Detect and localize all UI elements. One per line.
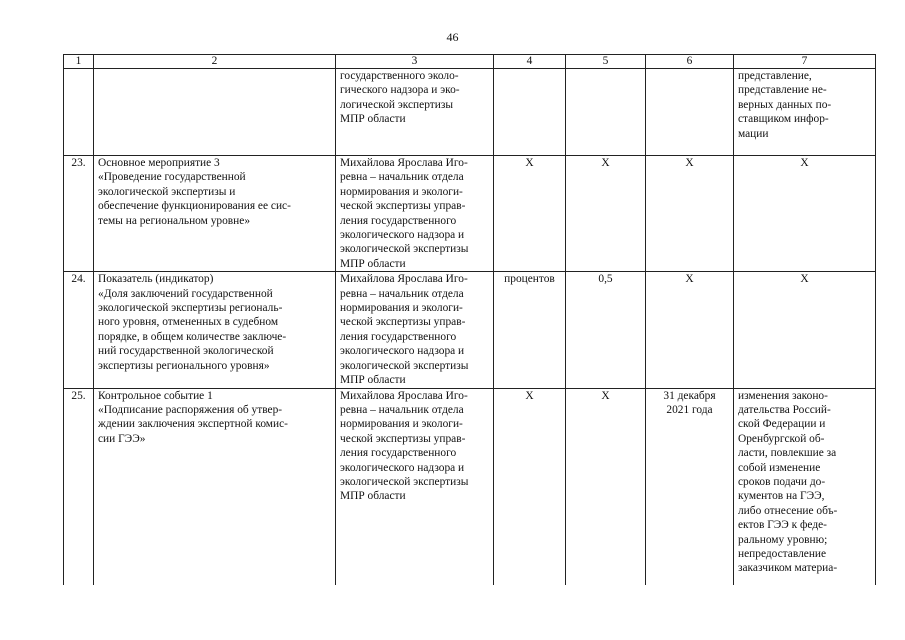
risks-cell: X [734,156,876,272]
risks-cell: изменения законо- дательства Россий- ской Федерации и Оренбургской об- ласти, повлекшие за собой изменение сроков подачи до- кументов на ГЭЭ, либо отнесение объ- ектов ГЭЭ к феде- ральному уровню; непредоставление заказчиком материа- [734,388,876,585]
page-number: 46 [446,30,459,44]
table-row [64,272,876,388]
event-name-cell: Основное мероприятие 3 «Проведение государственной экологической экспертизы и обеспечение функционирования ее сис- темы на региональном уровне» [94,156,336,272]
responsible-cell: Михайлова Ярослава Иго- ревна – начальник отдела нормирования и экологи- ческой экспертизы управ- ления государственного экологического надзора и экологической экспертизы МПР области [336,388,494,585]
deadline-cell: X [646,272,734,388]
column-header: 1 [64,55,94,69]
value-cell: 0,5 [566,272,646,388]
event-name-cell: Контрольное событие 1 «Подписание распоряжения об утвер- ждении заключения экспертной комис- сии ГЭЭ» [94,388,336,585]
table-row [64,69,876,156]
deadline-cell: X [646,156,734,272]
column-header: 6 [646,55,734,69]
header-row [64,55,876,69]
row-number-cell: 24. [64,272,94,388]
deadline-cell [646,69,734,156]
plan-table [63,54,876,585]
value-cell [566,69,646,156]
table-row [64,156,876,272]
column-header: 4 [494,55,566,69]
responsible-cell: Михайлова Ярослава Иго- ревна – начальник отдела нормирования и экологи- ческой экспертизы управ- ления государственного экологического надзора и экологической экспертизы МПР области [336,272,494,388]
risks-cell: X [734,272,876,388]
column-header: 7 [734,55,876,69]
unit-cell: X [494,156,566,272]
value-cell: X [566,156,646,272]
column-header: 3 [336,55,494,69]
unit-cell: процентов [494,272,566,388]
event-name-cell: Показатель (индикатор) «Доля заключений государственной экологической экспертизы региональ- ного уровня, отмененных в судебном порядке, в общем количестве заключе- ний государственной экологической экспертизы регионального уровня» [94,272,336,388]
event-name-cell [94,69,336,156]
unit-cell: X [494,388,566,585]
column-header: 2 [94,55,336,69]
column-header: 5 [566,55,646,69]
responsible-cell: государственного эколо- гического надзора и эко- логической экспертизы МПР области [336,69,494,156]
row-number-cell: 23. [64,156,94,272]
deadline-cell: 31 декабря 2021 года [646,388,734,585]
responsible-cell: Михайлова Ярослава Иго- ревна – начальник отдела нормирования и экологи- ческой экспертизы управ- ления государственного экологического надзора и экологической экспертизы МПР области [336,156,494,272]
row-number-cell [64,69,94,156]
unit-cell [494,69,566,156]
row-number-cell: 25. [64,388,94,585]
risks-cell: представление, представление не- верных данных по- ставщиком инфор- мации [734,69,876,156]
value-cell: X [566,388,646,585]
table-row [64,388,876,585]
